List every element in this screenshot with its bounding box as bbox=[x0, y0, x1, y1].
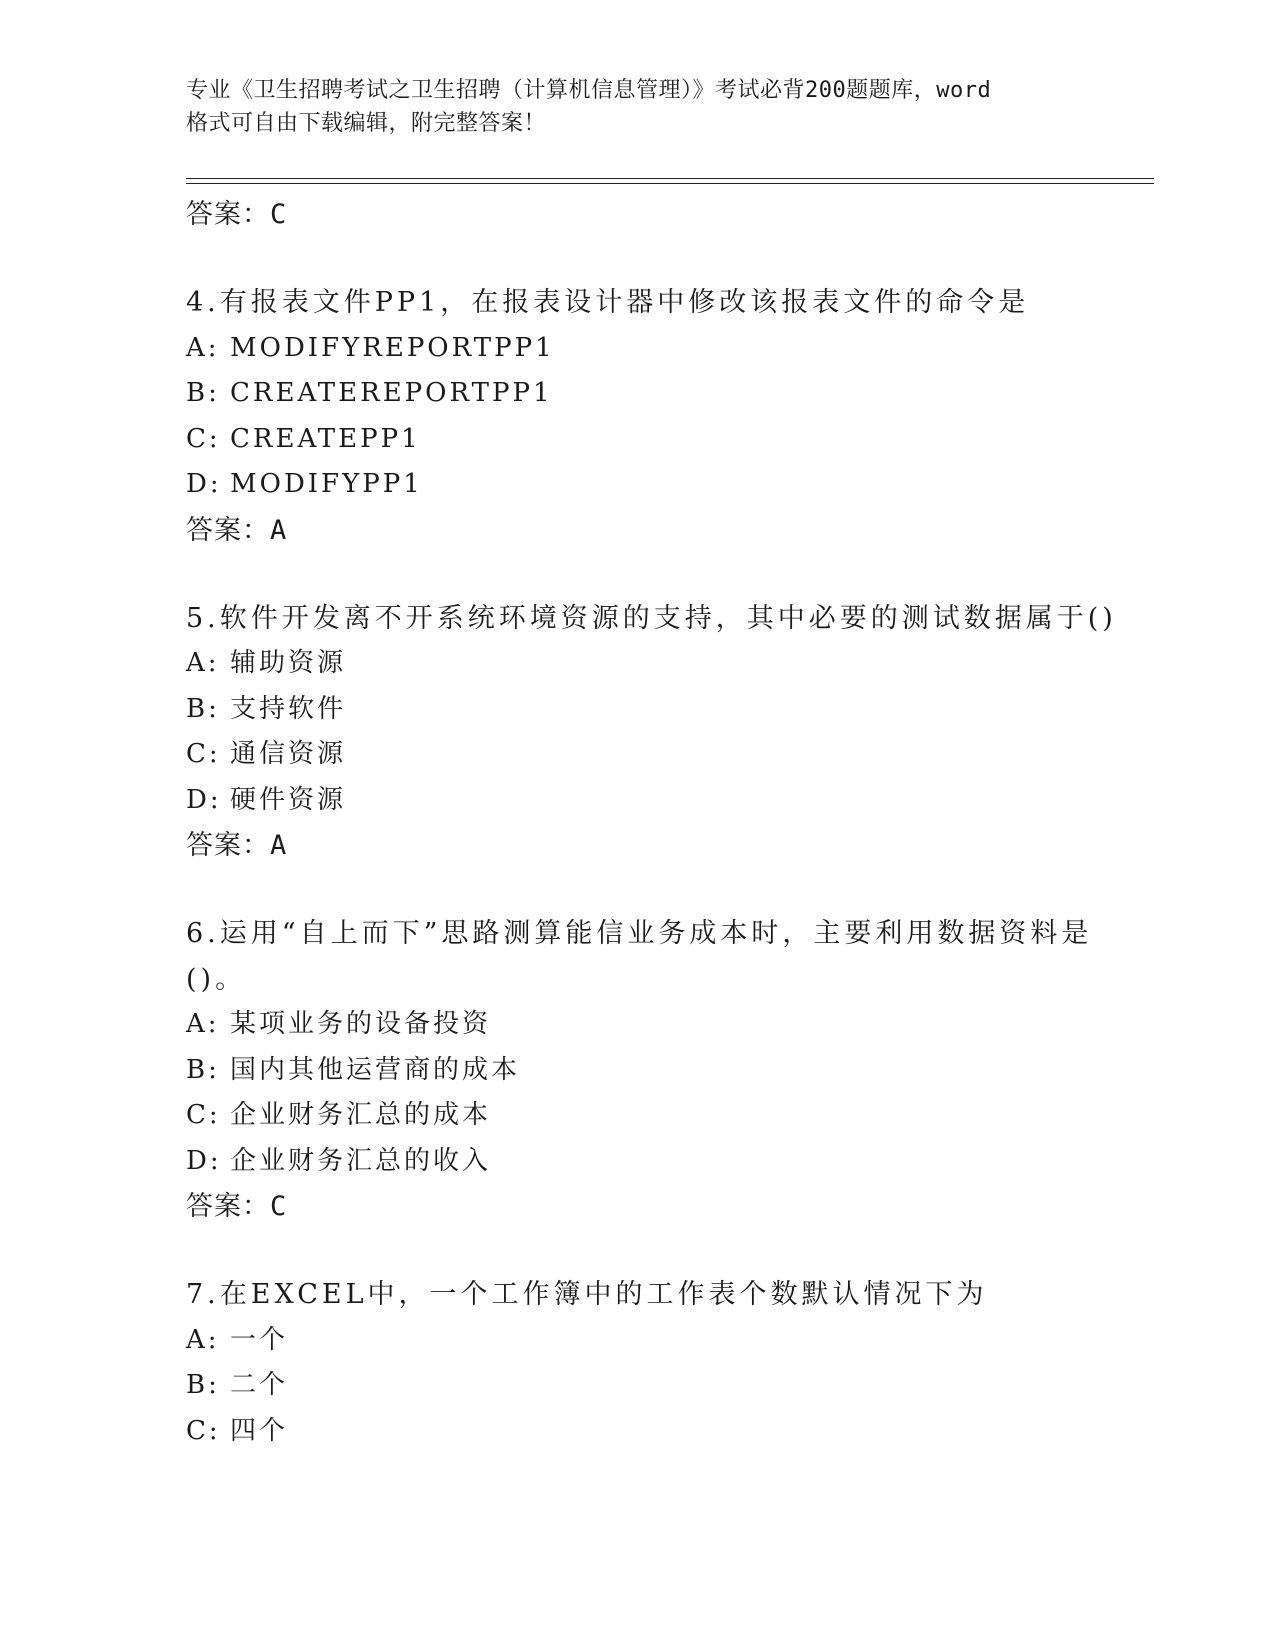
option-letter: B: bbox=[186, 1370, 220, 1400]
option-text: 某项业务的设备投资 bbox=[230, 1009, 492, 1039]
option-letter: B: bbox=[186, 378, 220, 408]
option-text: 支持软件 bbox=[230, 693, 347, 724]
question-list bbox=[186, 192, 1154, 1454]
question-text: 7.在EXCEL中，一个工作簿中的工作表个数默认情况下为 bbox=[186, 1279, 988, 1310]
option-text: 国内其他运营商的成本 bbox=[230, 1054, 521, 1085]
header-line-2: 格式可自由下载编辑，附完整答案！ bbox=[186, 111, 547, 136]
option-b bbox=[186, 1048, 1154, 1094]
answer-label: 答案： bbox=[186, 514, 270, 546]
header-divider-top bbox=[186, 178, 1154, 179]
option-a bbox=[186, 641, 1154, 687]
option-a bbox=[186, 1318, 1154, 1364]
answer-line bbox=[186, 508, 1154, 554]
answer-label: 答案： bbox=[186, 830, 270, 861]
option-d bbox=[186, 778, 1154, 824]
option-text: 二个 bbox=[230, 1370, 289, 1400]
question-text-line-1: 6.运用“自上而下”思路测算能信业务成本时，主要利用数据资料是 bbox=[186, 918, 1093, 949]
answer-label: 答案： bbox=[186, 1191, 270, 1222]
question-text: 5.软件开发离不开系统环境资源的支持，其中必要的测试数据属于() bbox=[186, 602, 1117, 634]
option-b bbox=[186, 687, 1154, 733]
option-letter: D: bbox=[186, 469, 222, 499]
option-letter: C: bbox=[186, 423, 221, 454]
answer-label: 答案： bbox=[186, 199, 270, 230]
option-text: CREATEPP1 bbox=[230, 423, 421, 454]
option-letter: A: bbox=[186, 1324, 220, 1355]
answer-value: A bbox=[270, 514, 288, 546]
answer-value: C bbox=[270, 1191, 288, 1222]
option-letter: D: bbox=[186, 1145, 222, 1176]
question-4 bbox=[186, 280, 1154, 554]
option-text: 企业财务汇总的收入 bbox=[230, 1145, 492, 1176]
option-letter: D: bbox=[186, 784, 222, 815]
option-text: 企业财务汇总的成本 bbox=[230, 1100, 492, 1130]
answer-value: C bbox=[270, 199, 288, 230]
header-divider-bottom bbox=[186, 183, 1154, 184]
question-text-line-2: ()。 bbox=[186, 963, 247, 995]
option-c bbox=[186, 732, 1154, 778]
answer-value: A bbox=[270, 830, 288, 861]
option-text: 辅助资源 bbox=[230, 648, 347, 678]
header-line-1: 专业《卫生招聘考试之卫生招聘（计算机信息管理）》考试必背200题题库，word bbox=[186, 78, 992, 103]
option-text: MODIFYREPORTPP1 bbox=[230, 332, 555, 363]
question-text: 4.有报表文件PP1，在报表设计器中修改该报表文件的命令是 bbox=[186, 287, 1030, 318]
option-text: MODIFYPP1 bbox=[230, 469, 423, 499]
question-7 bbox=[186, 1272, 1154, 1454]
question-5 bbox=[186, 596, 1154, 870]
option-c bbox=[186, 417, 1154, 463]
option-letter: A: bbox=[186, 332, 220, 363]
option-letter: C: bbox=[186, 1100, 221, 1130]
answer-line bbox=[186, 192, 1154, 238]
option-letter: C: bbox=[186, 739, 221, 769]
question-6 bbox=[186, 911, 1154, 1230]
option-b bbox=[186, 371, 1154, 417]
option-d bbox=[186, 462, 1154, 508]
document-header bbox=[186, 74, 1086, 140]
option-d bbox=[186, 1139, 1154, 1185]
option-b bbox=[186, 1363, 1154, 1409]
answer-line bbox=[186, 1184, 1154, 1230]
option-text: CREATEREPORTPP1 bbox=[230, 378, 553, 408]
option-letter: A: bbox=[186, 1009, 220, 1039]
option-a bbox=[186, 326, 1154, 372]
option-letter: B: bbox=[186, 693, 220, 724]
option-text: 一个 bbox=[230, 1324, 289, 1355]
option-c bbox=[186, 1409, 1154, 1455]
option-text: 硬件资源 bbox=[230, 784, 347, 815]
option-letter: B: bbox=[186, 1054, 220, 1085]
answer-line bbox=[186, 823, 1154, 869]
option-c bbox=[186, 1093, 1154, 1139]
option-letter: A: bbox=[186, 648, 220, 678]
option-letter: C: bbox=[186, 1415, 221, 1446]
option-a bbox=[186, 1002, 1154, 1048]
option-text: 四个 bbox=[230, 1415, 289, 1446]
option-text: 通信资源 bbox=[230, 739, 347, 769]
